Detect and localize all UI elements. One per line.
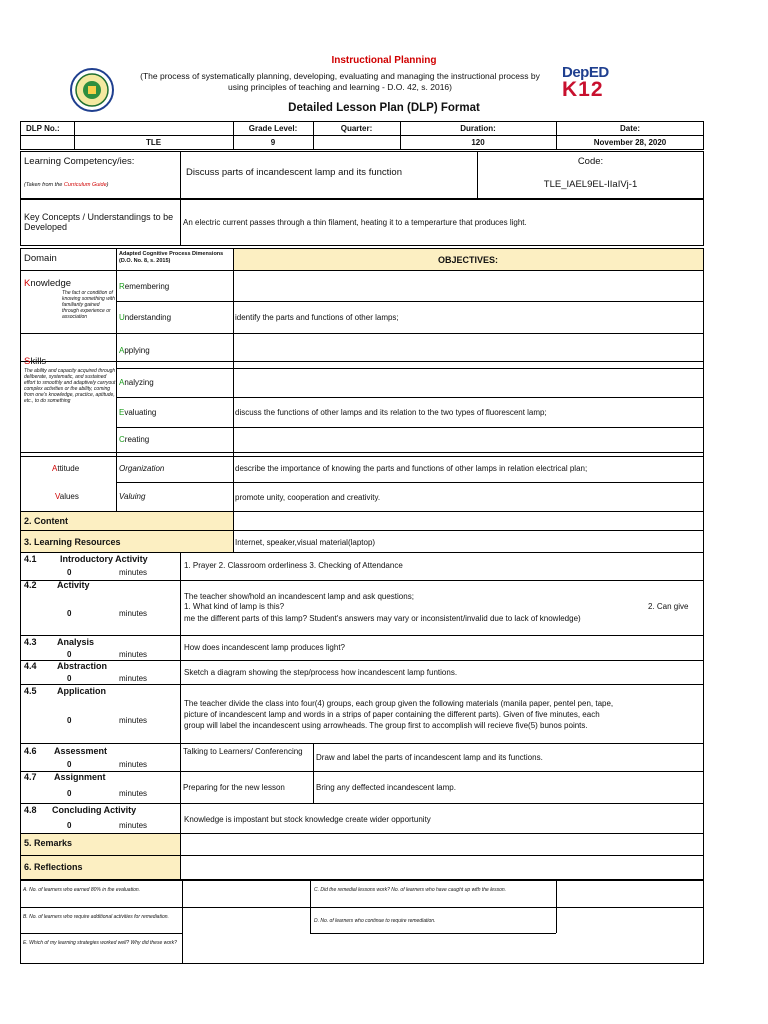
key-concepts-label: Key Concepts / Understandings to be Developed — [24, 212, 174, 232]
procedure-text: Sketch a diagram showing the step/process how incandescent lamp funtions. — [184, 668, 458, 677]
procedure-title: Activity — [57, 580, 90, 590]
quarter-label: Quarter: — [340, 124, 373, 133]
procedure-title: Concluding Activity — [52, 805, 137, 815]
assessment-mode: Talking to Learners/ Conferencing — [183, 747, 303, 756]
procedure-minutes: 0 — [67, 716, 72, 725]
domain-header: Domain — [24, 253, 57, 264]
procedure-minutes-unit: minutes — [119, 716, 148, 725]
duration-label: Duration: — [460, 124, 496, 133]
valuing-label: Valuing — [119, 492, 146, 501]
code-label: Code: — [577, 156, 604, 167]
procedure-minutes: 0 — [67, 568, 72, 577]
procedure-text: 1. Prayer 2. Classroom orderliness 3. Checking of Attendance — [184, 561, 403, 570]
understanding-objective: identify the parts and functions of other lamps; — [235, 313, 399, 322]
grade-level-label: Grade Level: — [248, 124, 298, 133]
procedure-text: The teacher divide the class into four(4) groups, each group given the following materials (manila paper, pentel pen, tape, — [184, 699, 614, 708]
key-concepts-text: An electric current passes through a thin filament, heating it to a temperarture that produces light. — [183, 218, 527, 227]
competency-code: TLE_IAEL9EL-IIaIVj-1 — [543, 179, 638, 190]
applying-label: Applying — [119, 346, 150, 355]
competency-text: Discuss parts of incandescent lamp and its function — [186, 167, 402, 178]
subject-value: TLE — [145, 138, 162, 147]
procedure-text: group will label the incandescent using arrowheads. The group first to accomplish will recieve five(5) bunos points. — [184, 721, 588, 730]
procedure-minutes-unit: minutes — [119, 609, 148, 618]
date-label: Date: — [619, 124, 640, 133]
creating-label: Creating — [119, 435, 150, 444]
duration-value: 120 — [471, 138, 485, 147]
learning-resources-label: 3. Learning Resources — [24, 537, 121, 547]
procedure-number: 4.8 — [24, 805, 37, 815]
procedure-text: 1. What kind of lamp is this? — [184, 602, 285, 611]
procedure-number: 4.4 — [24, 661, 37, 671]
procedure-minutes-unit: minutes — [119, 650, 148, 659]
content-label: 2. Content — [24, 516, 68, 526]
reflection-d: D. No. of learners who continue to require remediation. — [314, 918, 436, 924]
procedure-text: picture of incandescent lamp and words in a strips of paper containing the different parts). Given of five minutes, each — [184, 710, 600, 719]
instructional-planning-title: Instructional Planning — [331, 55, 437, 66]
procedure-number: 4.1 — [24, 554, 37, 564]
procedure-title: Analysis — [57, 637, 95, 647]
objectives-header: OBJECTIVES: — [437, 255, 498, 265]
values-label: Values — [55, 492, 79, 501]
procedure-minutes-unit: minutes — [119, 789, 148, 798]
reflections-label: 6. Reflections — [24, 862, 83, 872]
reflection-e: E. Which of my learning strategies worked well? Why did these work? — [23, 940, 177, 946]
procedure-minutes: 0 — [67, 821, 72, 830]
date-value: November 28, 2020 — [593, 138, 667, 147]
competency-label: Learning Competency/ies: — [24, 156, 135, 167]
attitude-objective: describe the importance of knowing the parts and functions of other lamps in relation electrical plan; — [235, 464, 588, 473]
learning-resources-text: Internet, speaker,visual material(laptop) — [235, 538, 376, 547]
procedure-text: me the different parts of this lamp? Student's answers may vary or inconsistent/invalid due to lack of knowledge) — [184, 614, 581, 623]
dlp-no-label: DLP No.: — [26, 124, 60, 133]
grade-value: 9 — [270, 138, 276, 147]
procedure-title: Assignment — [54, 772, 106, 782]
remarks-label: 5. Remarks — [24, 838, 73, 848]
organization-label: Organization — [119, 464, 165, 473]
procedure-text: Knowledge is impostant but stock knowledge create wider opportunity — [184, 815, 431, 824]
deped-k12-logo: DepED K12 — [562, 64, 609, 101]
values-objective: promote unity, cooperation and creativity. — [235, 493, 381, 502]
procedure-minutes-unit: minutes — [119, 821, 148, 830]
evaluating-objective: discuss the functions of other lamps and its relation to the two types of fluorescent lamp; — [235, 408, 547, 417]
skills-label: Skills — [24, 356, 47, 367]
procedure-number: 4.2 — [24, 580, 37, 590]
procedure-minutes-unit: minutes — [119, 568, 148, 577]
skills-description: The ability and capacity acquired through deliberate, systematic, and sustained effort to smoothly and adaptively carryout complex activities or the ability, coming from one's knowledge, practice, aptitude, etc., to do something — [24, 368, 116, 404]
procedure-minutes: 0 — [67, 609, 72, 618]
reflection-c: C. Did the remedial lessons work? No. of learners who have caught up with the lesson. — [314, 887, 507, 893]
procedure-minutes-unit: minutes — [119, 674, 148, 683]
procedure-text: How does incandescent lamp produces light? — [184, 643, 345, 652]
procedure-text: The teacher show/hold an incandescent lamp and ask questions; — [184, 592, 414, 601]
analyzing-label: Analyzing — [119, 378, 154, 387]
procedure-text: Bring any deffected incandescent lamp. — [316, 783, 456, 792]
procedure-minutes-unit: minutes — [119, 760, 148, 769]
procedure-title: Abstraction — [57, 661, 108, 671]
procedure-number: 4.3 — [24, 637, 37, 647]
procedure-minutes: 0 — [67, 650, 72, 659]
knowledge-label: Knowledge — [24, 278, 72, 289]
header-description: (The process of systematically planning, developing, evaluating and managing the instructional process by using principles of teaching and learning - D.O. 42, s. 2016) — [140, 71, 540, 92]
procedure-title: Introductory Activity — [60, 554, 148, 564]
procedure-minutes: 0 — [67, 760, 72, 769]
procedure-title: Application — [57, 686, 106, 696]
understanding-label: Understanding — [119, 313, 172, 322]
procedure-minutes: 0 — [67, 674, 72, 683]
knowledge-description: The fact or condition of knowing something with familiarity gained through experience or association — [62, 290, 116, 320]
reflection-b: B. No. of learners who require additional activities for remediation. — [23, 914, 169, 920]
procedure-title: Assessment — [54, 746, 108, 756]
remembering-label: Remembering — [119, 282, 170, 291]
reflection-a: A. No. of learners who earned 80% in the evaluation. — [23, 887, 141, 893]
curriculum-guide-note: (Taken from the Curriculum Guide) — [24, 182, 109, 188]
procedure-text: 2. Can give — [648, 602, 689, 611]
attitude-label: Attitude — [52, 464, 80, 473]
procedure-number: 4.6 — [24, 746, 37, 756]
adapted-dimensions-header: Adapted Cognitive Process Dimensions (D.O. No. 8, s. 2015) — [119, 251, 224, 264]
procedure-number: 4.5 — [24, 686, 37, 696]
procedure-minutes: 0 — [67, 789, 72, 798]
procedure-text: Draw and label the parts of incandescent lamp and its functions. — [316, 753, 543, 762]
procedure-number: 4.7 — [24, 772, 37, 782]
assignment-mode: Preparing for the new lesson — [183, 783, 285, 792]
evaluating-label: Evaluating — [119, 408, 157, 417]
dlp-format-title: Detailed Lesson Plan (DLP) Format — [288, 102, 480, 114]
